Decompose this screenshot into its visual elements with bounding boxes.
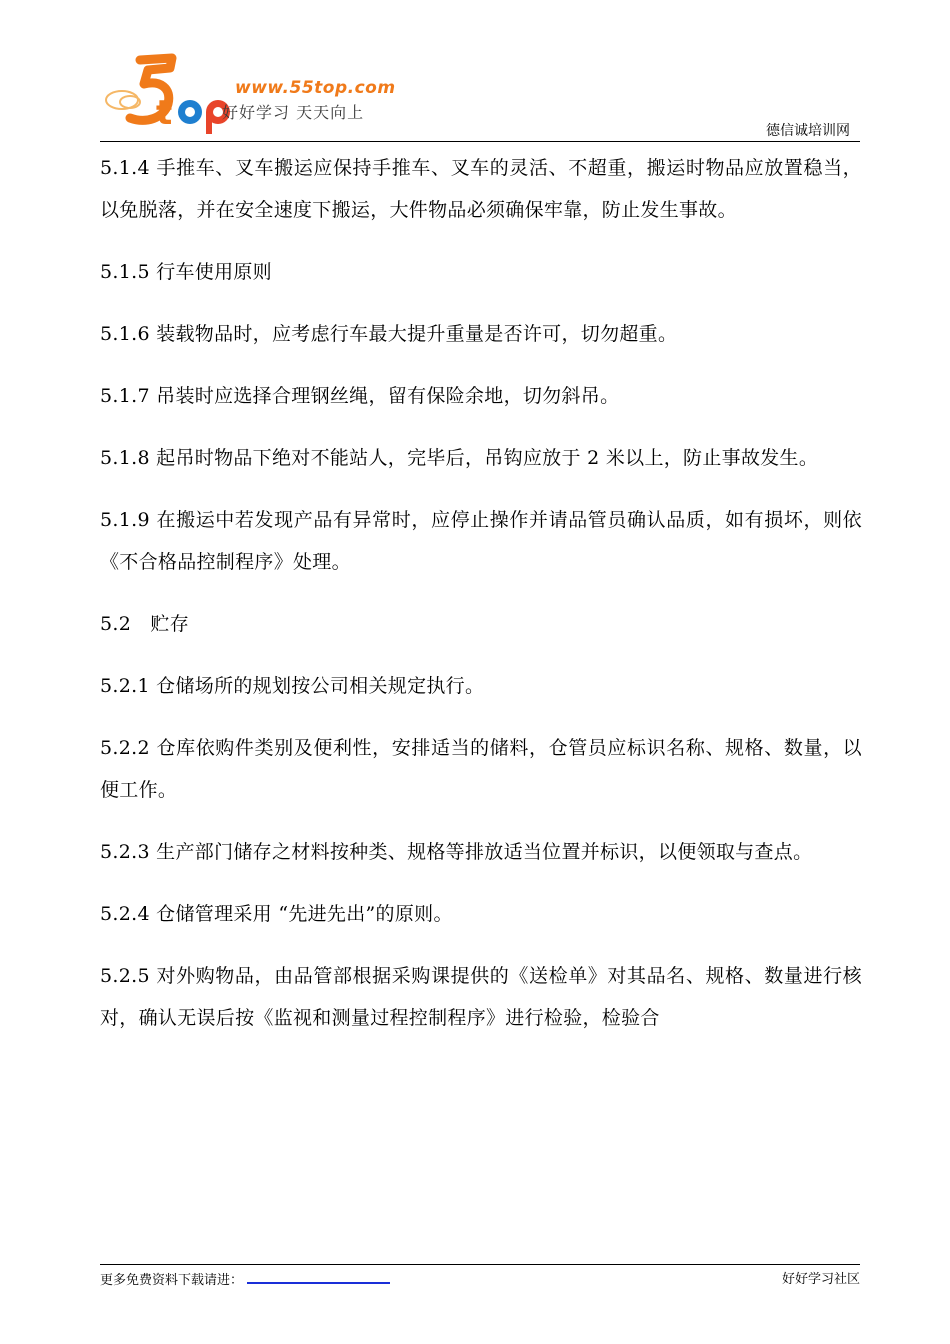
paragraph-5-1-9: 5.1.9 在搬运中若发现产品有异常时，应停止操作并请品管员确认品质，如有损坏，则依《不合格品控制程序》处理。 (100, 509, 862, 573)
svg-text:t: t (156, 93, 173, 133)
footer-community-text: 好好学习社区 (781, 1272, 860, 1287)
paragraph-5-1-4: 5.1.4 手推车、叉车搬运应保持手推车、叉车的灵活、不超重，搬运时物品应放置稳当，以免脱落，并在安全速度下搬运，大件物品必须确保牢靠，防止发生事故。 (100, 157, 862, 221)
paragraph-5-2-4: 5.2.4 仓储管理采用 “先进先出”的原则。 (100, 903, 453, 925)
paragraph-5-2-5: 5.2.5 对外购物品，由品管部根据采购课提供的《送检单》对其品名、规格、数量进行核对，确认无误后按《监视和测量过程控制程序》进行检验，检验合 (100, 965, 862, 1029)
logo-graphic-icon (100, 52, 235, 137)
section-heading-5-2: 5.2 贮存 (100, 613, 190, 635)
paragraph-5-2-1: 5.2.1 仓储场所的规划按公司相关规定执行。 (100, 675, 485, 697)
page-header (0, 0, 950, 145)
paragraph-5-2-3: 5.2.3 生产部门储存之材料按种类、规格等排放适当位置并标识，以便领取与查点。 (100, 841, 813, 863)
header-divider (100, 141, 860, 142)
document-body (100, 145, 862, 1059)
logo-slogan: 好好学习 天天向上 (222, 103, 365, 122)
footer-download-text: 更多免费资料下载请进： (100, 1273, 244, 1288)
logo-url-text: www.55top.com (235, 78, 396, 98)
paragraph-5-1-7: 5.1.7 吊装时应选择合理钢丝绳，留有保险余地，切勿斜吊。 (100, 385, 620, 407)
site-logo[interactable] (100, 52, 420, 137)
site-name: 德信诚培训网 (766, 123, 850, 139)
paragraph-5-1-5: 5.1.5 行车使用原则 (100, 261, 272, 283)
paragraph-5-1-6: 5.1.6 装载物品时，应考虑行车最大提升重量是否许可，切勿超重。 (100, 323, 678, 345)
paragraph-5-2-2: 5.2.2 仓库依购件类别及便利性，安排适当的储料，仓管员应标识名称、规格、数量，以便工作。 (100, 737, 862, 801)
footer-download-link[interactable] (247, 1268, 390, 1284)
footer-divider (100, 1264, 860, 1265)
paragraph-5-1-8: 5.1.8 起吊时物品下绝对不能站人，完毕后，吊钩应放于 2 米以上，防止事故发生。 (100, 447, 819, 469)
footer-left (100, 1268, 390, 1288)
